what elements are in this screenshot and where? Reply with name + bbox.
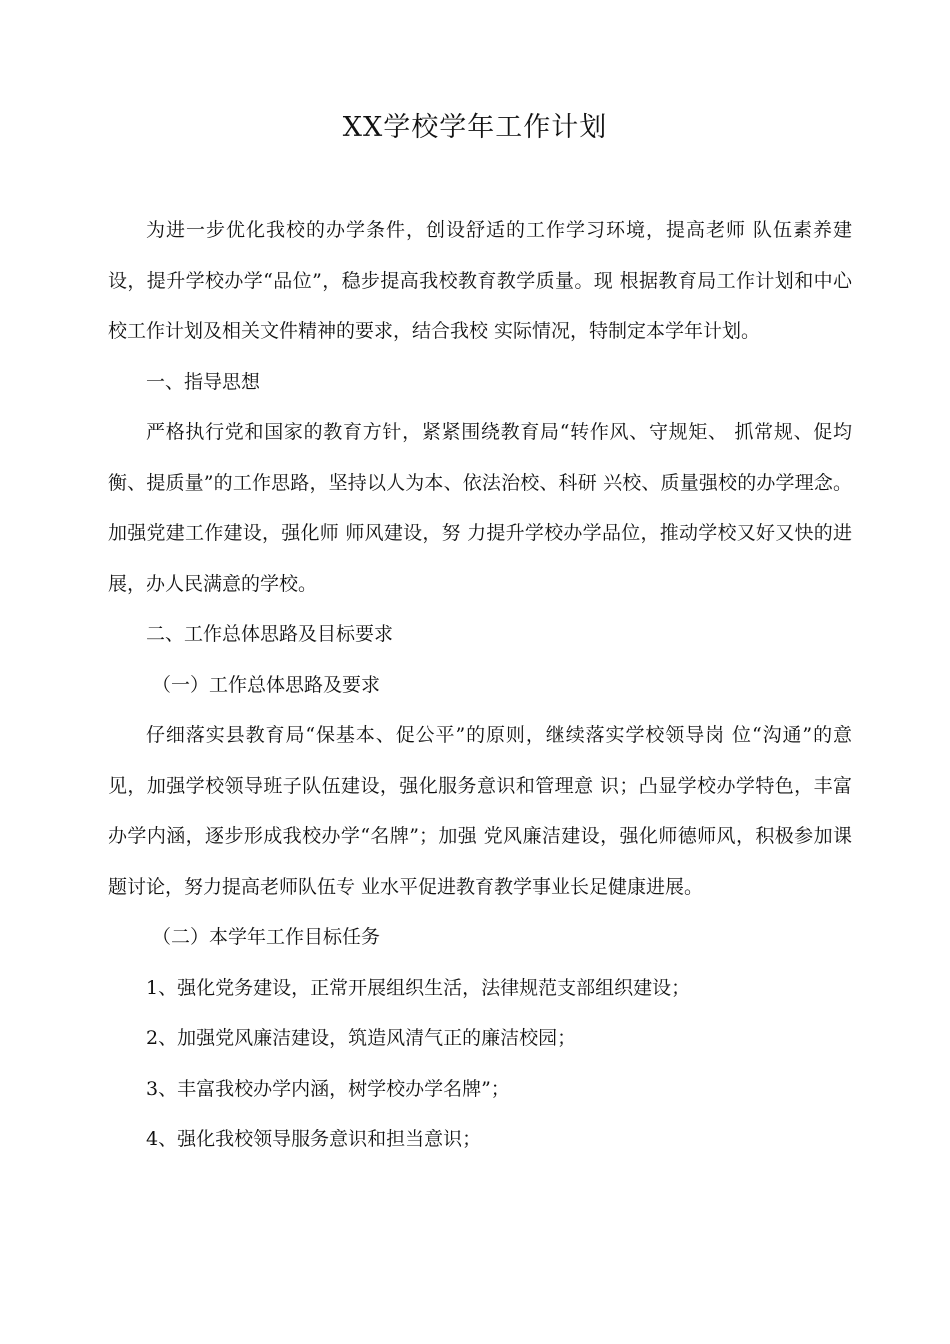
section-heading-guiding-ideology: 一、指导思想 xyxy=(146,370,261,393)
approach-requirements-paragraph: 仔细落实县教育局“保基本、促公平”的原则，继续落实学校领导岗 位“沟通”的意见，加强学校领导班子队伍建设，强化服务意识和管理意 识；凸显学校办学特色，丰富办学内涵，逐步形成我校办学“名牌”；加强 党风廉洁建设，强化师德师风，积极参加课题讨论，努力提高老师队伍专 业水平促进教育教学事业长足健康进展。 xyxy=(108,724,852,898)
document-body xyxy=(108,205,852,1156)
subsection-heading-approach-requirements: （一）工作总体思路及要求 xyxy=(152,673,381,696)
goal-list-item: 3、丰富我校办学内涵，树学校办学名牌”； xyxy=(146,1077,510,1100)
document-title: XX学校学年工作计划 xyxy=(342,112,608,143)
subsection-heading-year-goals: （二）本学年工作目标任务 xyxy=(152,926,381,948)
goal-list-item: 4、强化我校领导服务意识和担当意识； xyxy=(146,1128,482,1150)
guiding-ideology-paragraph: 严格执行党和国家的教育方针，紧紧围绕教育局“转作风、守规矩、 抓常规、促均衡、提质量”的工作思路，坚持以人为本、依法治校、科研 兴校、质量强校的办学理念。加强党建工作建设，强化师 师风建设，努 力提升学校办学品位，推动学校又好又快的进展，办人民满意的学校。 xyxy=(108,421,852,595)
section-heading-overall-approach: 二、工作总体思路及目标要求 xyxy=(146,623,394,645)
goal-list-item: 1、强化党务建设，正常开展组织生活，法律规范支部组织建设； xyxy=(146,976,691,999)
intro-paragraph: 为进一步优化我校的办学条件，创设舒适的工作学习环境，提高老师 队伍素养建设，提升学校办学“品位”，稳步提高我校教育教学质量。现 根据教育局工作计划和中心校工作计划及相关文件精神的要求，结合我校 实际情况，特制定本学年计划。 xyxy=(108,219,852,342)
goal-list-item: 2、加强党风廉洁建设，筑造风清气正的廉洁校园； xyxy=(146,1027,577,1049)
